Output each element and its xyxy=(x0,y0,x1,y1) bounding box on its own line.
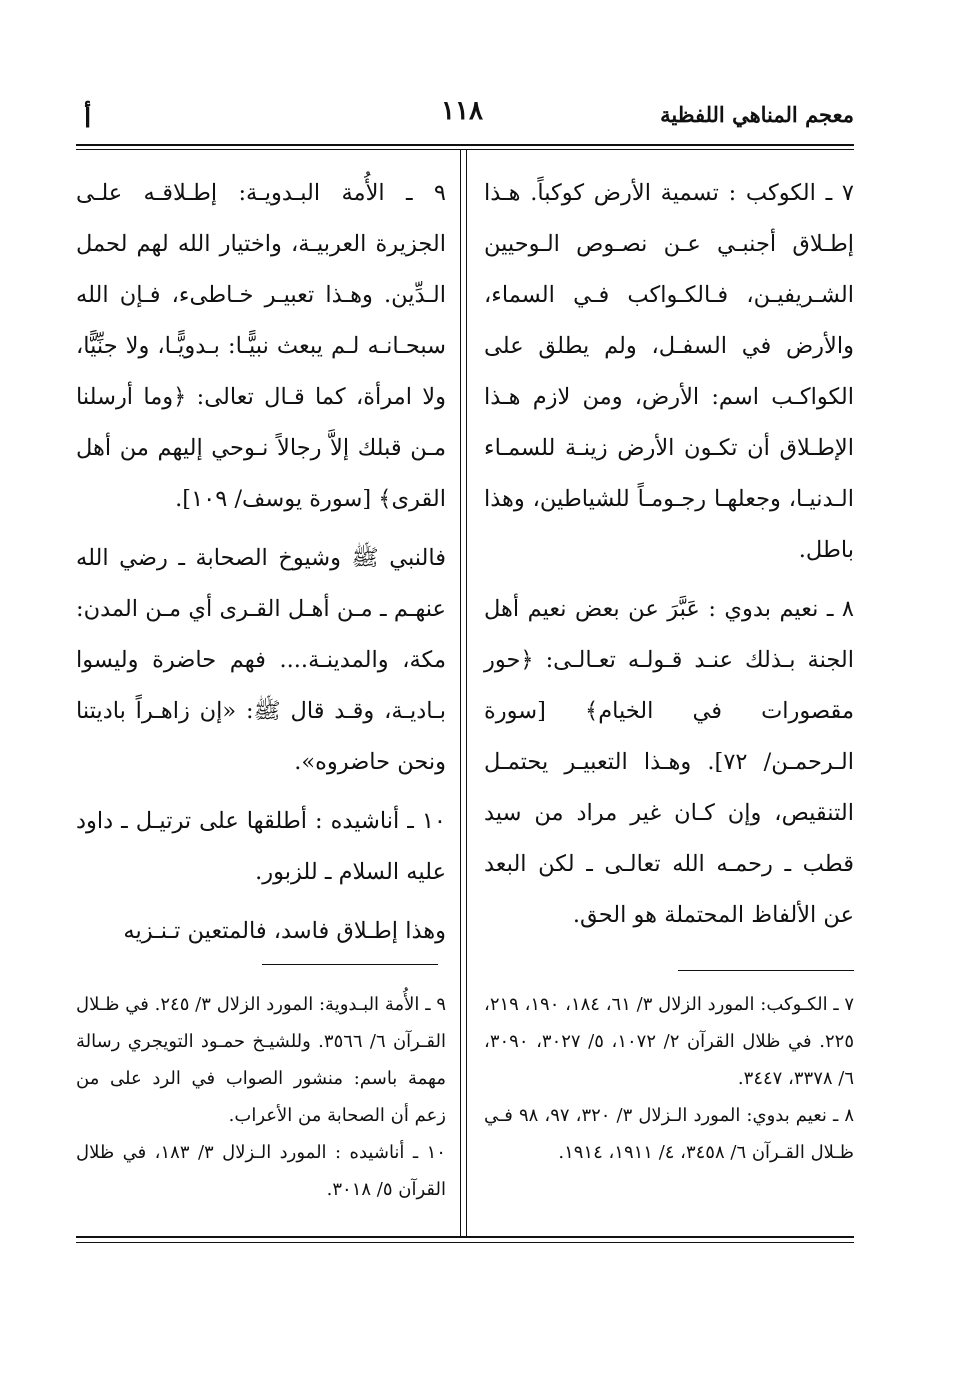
header-rule-bottom xyxy=(76,149,854,150)
footnotes-right xyxy=(484,986,854,1171)
footnote-7: ٧ ـ الكـوكب: المورد الزلال ٣/ ٦١، ١٨٤، ١٩٠، ٢١٩، ٢٢٥. في ظلال القرآن ٢/ ١٠٧٢، ٥/ ٣٠٢٧، ٣٠٩٠، ٦/ ٣٣٧٨، ٣٤٤٧. xyxy=(484,994,855,1089)
footnotes-left xyxy=(76,986,446,1208)
footnote-9: ٩ ـ الأُمة البـدوية: المورد الزلال ٣/ ٢٤٥. في ظـلال القـرآن ٦/ ٣٥٦٦. وللشيـخ حمـود التويجري رسالة مهمة باسم: منشور الصواب في الرد على من زعم أن الصحابة من الأعراب. xyxy=(76,994,446,1126)
footnote-10: ١٠ ـ أناشيده : المورد الـزلال ٣/ ١٨٣، في ظلال القرآن ٥/ ٣٠١٨. xyxy=(76,1142,446,1200)
footnote-separator-left xyxy=(262,964,438,965)
bottom-rule-top xyxy=(76,1236,854,1238)
left-column xyxy=(76,168,446,965)
header-mark: أ xyxy=(84,104,92,134)
entry-8-naeem-badawi: ٨ ـ نعيم بدوي : عَبَّرَ عن بعض نعيم أهل الجنة بـذلك عنـد قـولـه تعـالـى: ﴿حور مقصورات في الخيام﴾ [سورة الـرحمـن/ ٧٢]. وهـذا التعبيـر يحتمـل التنقيص، وإن كـان غير مراد من سيد قطب ـ رحمـه الله تعالـى ـ لكن البعد عن الألفاظ المحتملة هو الحق. xyxy=(484,596,855,928)
footnote-separator-right xyxy=(678,970,854,971)
entry-9-continuation: فالنبي ﷺ وشيوخ الصحابة ـ رضي الله عنهـم ـ مـن أهـل القـرى أي مـن المدن: مكة، والمدينـة.... فهم حاضرة وليسوا بـاديـة، وقـد قال ﷺ: «إن زاهـراً باديتنا ونحن حاضروه». xyxy=(76,545,446,775)
page-number: ١١٨ xyxy=(441,96,483,126)
entry-9-umma-badawiyya: ٩ ـ الأُمة البـدويـة: إطـلاقـه علـى الجزيرة العربيـة، واختيار الله لهم لحمل الـدِّين. وهـذا تعبيـر خـاطىء، فـإن الله سبحـانـه لـم يبعث نبيًّـا: بـدويًّـا، ولا جنِّيًّا، ولا امرأة، كما قـال تعالى: ﴿وما أرسلنا مـن قبلك إلاَّ رجالاً نـوحي إليهم من أهل القرى﴾ [سورة يوسف/ ١٠٩]. xyxy=(76,180,446,512)
page-header xyxy=(70,96,854,142)
entry-10-continuation: وهذا إطـلاق فاسد، فالمتعين تـنـزيه xyxy=(123,918,446,944)
column-divider-a xyxy=(460,150,461,1236)
bottom-rule-bottom xyxy=(76,1242,854,1243)
entry-7-kawkab: ٧ ـ الكوكب : تسمية الأرض كوكباً. هـذا إطـلاق أجنبـي عـن نصـوص الـوحيين الشـريفيـن، فـالكـواكب فـي السماء، والأرض في السفـل، ولم يطلق على الكواكـب اسم: الأرض، ومن لازم هـذا الإطـلاق أن تكـون الأرض زينـة للسمـاء الـدنيـا، وجعلهـا رجـومـاً للشياطين، وهذا باطل. xyxy=(484,180,854,563)
footnote-8: ٨ ـ نعيم بدوي: المورد الـزلال ٣/ ٣٢٠، ٩٧، ٩٨ فـي ظـلال القـرآن ٦/ ٣٤٥٨، ٤/ ١٩١١، ١٩١٤. xyxy=(484,1105,855,1163)
header-rule-top xyxy=(76,144,854,146)
column-divider-b xyxy=(466,150,467,1236)
right-column xyxy=(484,168,854,949)
running-title: معجم المناهي اللفظية xyxy=(660,102,854,127)
entry-10-anasheed: ١٠ ـ أناشيده : أطلقها على ترتيـل ـ داود عليه السلام ـ للزبور. xyxy=(76,808,446,885)
